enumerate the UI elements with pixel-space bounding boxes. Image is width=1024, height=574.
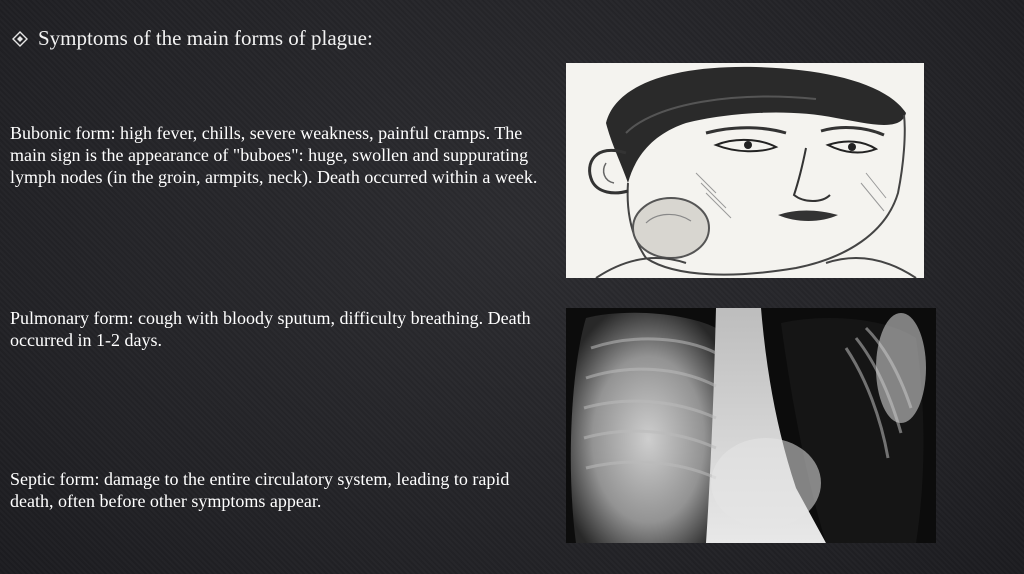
slide-heading [12, 26, 373, 51]
septic-form-text: Septic form: damage to the entire circulatory system, leading to rapid death, often before other symptoms appear. [10, 469, 510, 511]
bubonic-form-text: Bubonic form: high fever, chills, severe weakness, painful cramps. The main sign is the appearance of "buboes": huge, swollen and suppurating lymph nodes (in the groin, armpits, neck). Death occurred within a week. [10, 123, 538, 187]
bubonic-patient-sketch-image [566, 63, 924, 278]
pulmonary-form-text: Pulmonary form: cough with bloody sputum, difficulty breathing. Death occurred in 1-2 days. [10, 308, 531, 350]
diamond-bullet-icon [12, 31, 28, 47]
heading-text: Symptoms of the main forms of plague: [38, 26, 373, 50]
chest-xray-image [566, 308, 936, 543]
